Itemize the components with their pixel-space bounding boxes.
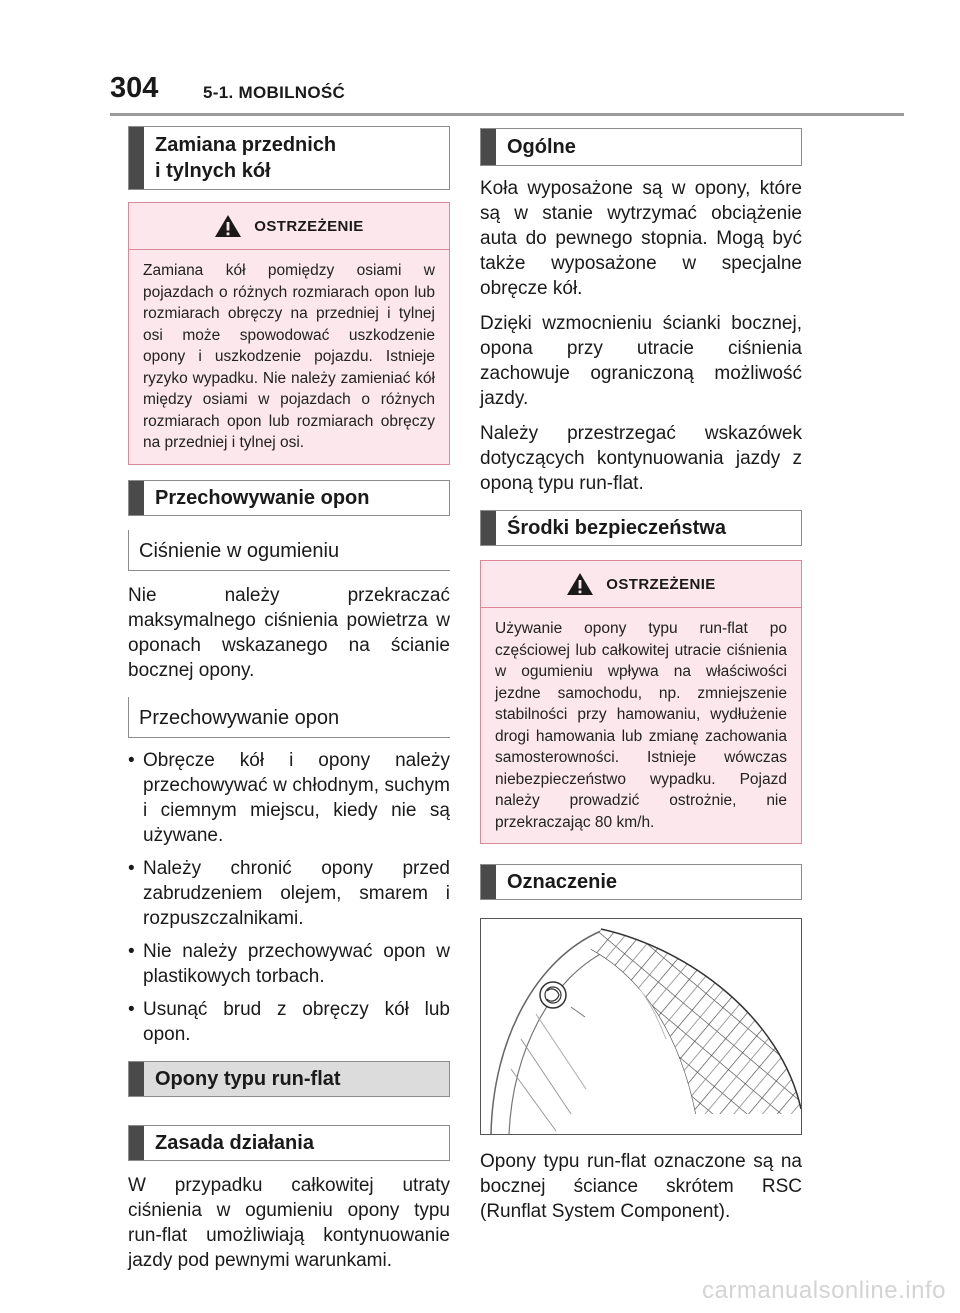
warning-text: Używanie opony typu run-flat po częściowej lub całkowitej utracie ciśnienia w ogumieniu wpływa na właściwości jezdne samochodu, np. zmniejszenie stabilności przy hamowaniu, wydłużenie drogi hamowania lub zmianę zachowania samosterowności. Istnieje wówczas niebezpieczeństwo wypadku. Pojazd należy prowadzić ostrożnie, nie przekraczając 80 km/h. bbox=[495, 620, 787, 831]
subheading-tire-pressure: Ciśnienie w ogumieniu bbox=[128, 530, 450, 571]
list-item: • Należy chronić opony przed zabrudzeniem olejem, smarem i rozpuszczalnikami. bbox=[128, 856, 450, 931]
heading-tire-storage: Przechowywanie opon bbox=[128, 480, 450, 516]
paragraph-general-3: Należy przestrzegać wskazówek dotyczących kontynuowania jazdy z oponą typu run-flat. bbox=[480, 423, 802, 494]
heading-general: Ogólne bbox=[480, 128, 802, 166]
heading-line: i tylnych kół bbox=[155, 160, 271, 182]
warning-title: OSTRZEŻENIE bbox=[254, 217, 364, 235]
heading-marking: Oznaczenie bbox=[480, 864, 802, 900]
watermark: carmanualsonline.info bbox=[702, 1277, 946, 1304]
warning-header bbox=[481, 561, 801, 608]
warning-text: Zamiana kół pomiędzy osiami w pojazdach o różnych rozmiarach opon lub rozmiarach obręczy na przedniej i tylnej osi może spowodować uszkodzenie opony i uszkodzenie pojazdu. Istnieje ryzyko wypadku. Nie należy zamieniać kół między osiami w pojazdach o różnych rozmiarach opon lub rozmiarach obręczy na przedniej i tylnej osi. bbox=[143, 262, 435, 451]
heading-wheel-rotation bbox=[128, 126, 450, 190]
warning-box bbox=[480, 560, 802, 844]
heading-runflat: Opony typu run-flat bbox=[128, 1061, 450, 1097]
paragraph-general-2: Dzięki wzmocnieniu ścianki bocznej, opona przy utracie ciśnienia zachowuje ograniczoną możliwość jazdy. bbox=[480, 313, 802, 409]
warning-triangle-icon bbox=[566, 572, 594, 596]
list-item: • Nie należy przechowywać opon w plastikowych torbach. bbox=[128, 939, 450, 989]
storage-list bbox=[128, 748, 450, 1047]
left-column bbox=[128, 126, 450, 1273]
paragraph-general-1: Koła wyposażone są w opony, które są w stanie wytrzymać obciążenie auta do pewnego stopnia. Mogą być także wyposażone w specjalne obręcze kół. bbox=[480, 178, 802, 299]
section-title: 5-1. MOBILNOŚĆ bbox=[203, 83, 346, 102]
list-item: • Usunąć brud z obręczy kół lub opon. bbox=[128, 997, 450, 1047]
list-item: • Obręcze kół i opony należy przechowywać w chłodnym, suchym i ciemnym miejscu, kiedy nie są używane. bbox=[128, 748, 450, 848]
warning-title: OSTRZEŻENIE bbox=[606, 575, 716, 593]
tire-drawing bbox=[481, 919, 801, 1134]
heading-line: Zamiana przednich bbox=[155, 134, 337, 156]
header-divider bbox=[110, 113, 904, 116]
right-column bbox=[480, 126, 802, 1224]
page-number: 304 bbox=[110, 72, 159, 104]
warning-triangle-icon bbox=[214, 214, 242, 238]
paragraph-principle: W przypadku całkowitej utraty ciśnienia w ogumieniu opony typu run-flat umożliwiają kontynuowanie jazdy pod pewnymi warunkami. bbox=[128, 1174, 450, 1271]
paragraph-marking: Opony typu run-flat oznaczone są na bocznej ściance skrótem RSC (Runflat System Component). bbox=[480, 1151, 802, 1222]
heading-safety: Środki bezpieczeństwa bbox=[480, 510, 802, 546]
subheading-storage: Przechowywanie opon bbox=[128, 697, 450, 738]
heading-principle: Zasada działania bbox=[128, 1125, 450, 1161]
paragraph-pressure: Nie należy przekraczać maksymalnego ciśnienia powietrza w oponach wskazanego na ścianie bocznej opony. bbox=[128, 584, 450, 681]
warning-box bbox=[128, 202, 450, 465]
warning-header bbox=[129, 203, 449, 250]
tire-illustration bbox=[480, 918, 802, 1135]
